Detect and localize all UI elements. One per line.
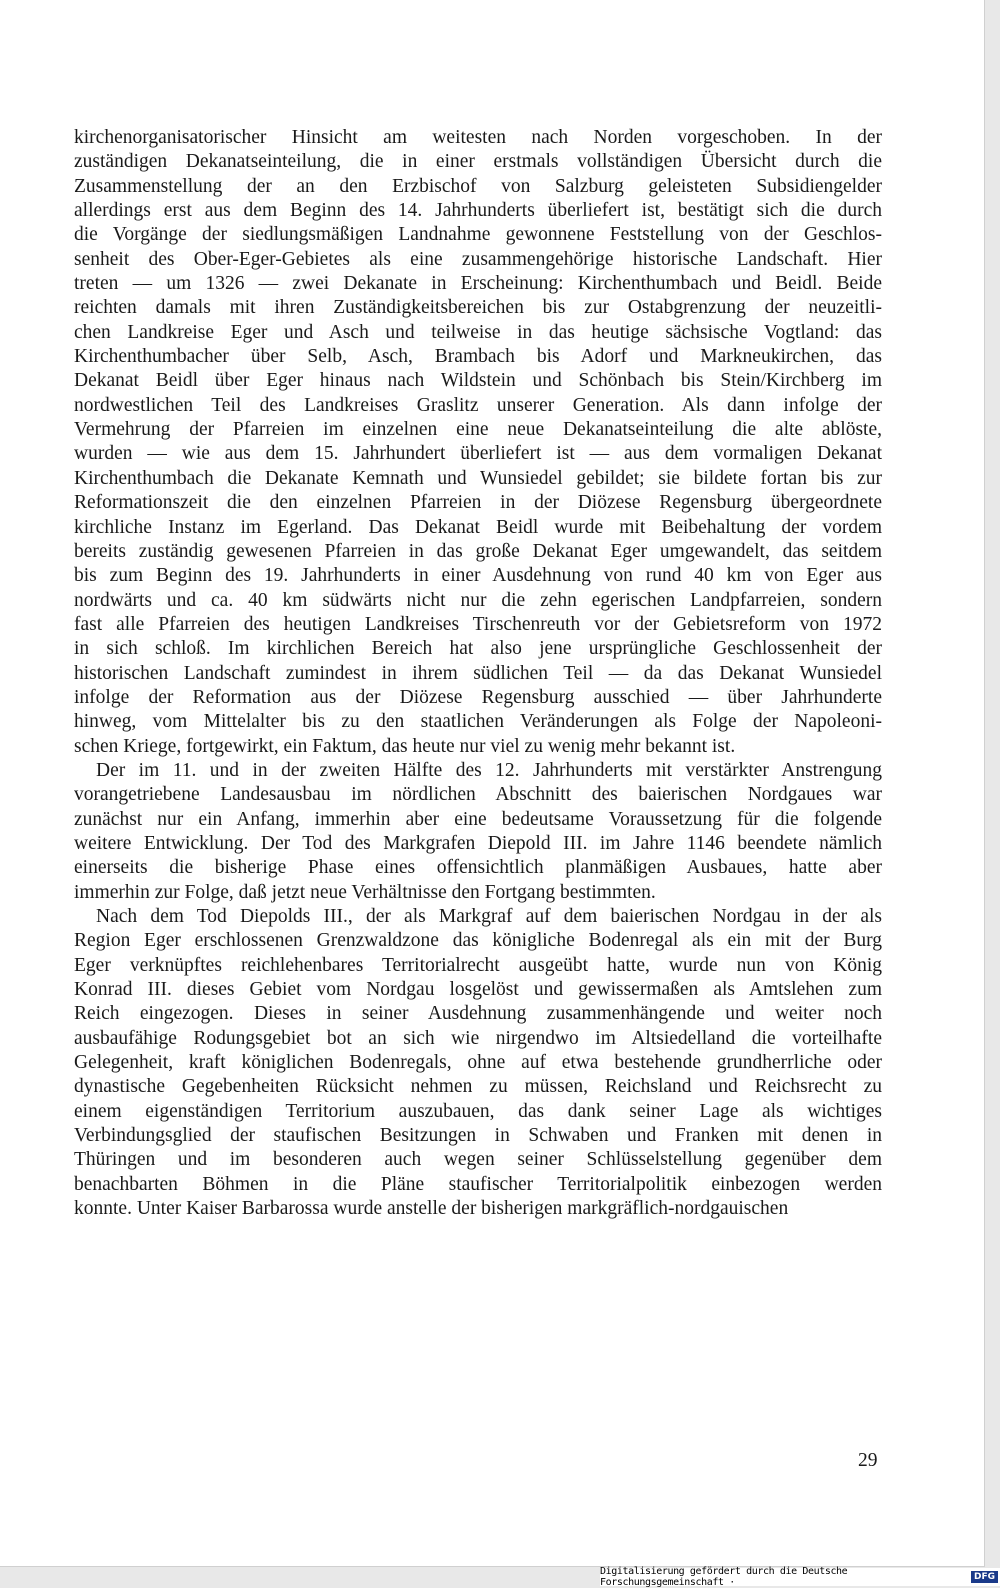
text-line: historischen Landschaft zumindest in ihrem südlichen Teil — da das Dekanat Wunsiedel bbox=[74, 662, 882, 684]
text-line: in sich schloß. Im kirchlichen Bereich hat also jene ursprüngliche Geschlossenheit der bbox=[74, 638, 882, 660]
text-line: dynastische Gegebenheiten Rücksicht nehmen zu müssen, Reichsland und Reichsrecht zu bbox=[74, 1076, 882, 1098]
text-line: Region Eger erschlossenen Grenzwaldzone das königliche Bodenregal als ein mit der Burg bbox=[74, 930, 882, 952]
footer-credit: Digitalisierung gefördert durch die Deutsche Forschungsgemeinschaft · bbox=[600, 1566, 848, 1588]
body-text bbox=[74, 126, 882, 1221]
text-line: bis zum Beginn des 19. Jahrhunderts in einer Ausdehnung von rund 40 km von Eger aus bbox=[74, 565, 882, 587]
text-line: Zusammenstellung der an den Erzbischof von Salzburg geleisteten Subsidiengelder bbox=[74, 175, 882, 197]
text-line: bereits zuständig gewesenen Pfarreien in das große Dekanat Eger umgewandelt, das seitdem bbox=[74, 540, 882, 562]
text-line: immerhin zur Folge, daß jetzt neue Verhältnisse den Fortgang bestimmten. bbox=[74, 881, 656, 903]
text-line: nordwestlichen Teil des Landkreises Graslitz unserer Generation. Als dann infolge der bbox=[74, 394, 882, 416]
text-line: Gelegenheit, kraft königlichen Bodenregals, ohne auf etwa bestehende grundherrliche oder bbox=[74, 1052, 882, 1074]
text-line: reichten damals mit ihren Zuständigkeitsbereichen bis zur Ostabgrenzung der neuzeitli- bbox=[74, 297, 882, 319]
text-line: senheit des Ober-Eger-Gebietes als eine zusammengehörige historische Landschaft. Hier bbox=[74, 248, 882, 270]
text-line: nordwärts und ca. 40 km südwärts nicht nur die zehn egerischen Landpfarreien, sondern bbox=[74, 589, 882, 611]
text-line: fast alle Pfarreien des heutigen Landkreises Tirschenreuth vor der Gebietsreform von 1972 bbox=[74, 613, 882, 635]
text-line: kirchliche Instanz im Egerland. Das Dekanat Beidl wurde mit Beibehaltung der vordem bbox=[74, 516, 882, 538]
text-line: Kirchenthumbacher über Selb, Asch, Brambach bis Adorf und Markneukirchen, das bbox=[74, 346, 882, 368]
text-line: hinweg, vom Mittelalter bis zu den staatlichen Veränderungen als Folge der Napoleoni- bbox=[74, 711, 882, 733]
text-line: Vermehrung der Pfarreien im einzelnen eine neue Dekanatseinteilung die alte ablöste, bbox=[74, 419, 882, 441]
text-line: die Vorgänge der siedlungsmäßigen Landnahme gewonnene Feststellung von der Geschlos- bbox=[74, 224, 882, 246]
text-line: allerdings erst aus dem Beginn des 14. Jahrhunderts überliefert ist, bestätigt sich die durch bbox=[74, 200, 882, 222]
page-number: 29 bbox=[858, 1450, 878, 1471]
text-line: konnte. Unter Kaiser Barbarossa wurde anstelle der bisherigen markgräflich-nordgauischen bbox=[74, 1198, 789, 1220]
text-line: benachbarten Böhmen in die Pläne staufischer Territorialpolitik einbezogen werden bbox=[74, 1173, 882, 1195]
paragraph bbox=[74, 905, 882, 1221]
dfg-logo: DFG bbox=[971, 1571, 998, 1583]
paragraph bbox=[74, 759, 882, 905]
text-line: Der im 11. und in der zweiten Hälfte des 12. Jahrhunderts mit verstärkter Anstrengung bbox=[96, 759, 882, 781]
text-line: Reformationszeit die den einzelnen Pfarreien in der Diözese Regensburg übergeordnete bbox=[74, 492, 882, 514]
text-line: wurden — wie aus dem 15. Jahrhundert überliefert ist — aus dem vormaligen Dekanat bbox=[74, 443, 882, 465]
text-line: weitere Entwicklung. Der Tod des Markgrafen Diepold III. im Jahre 1146 beendete nämlich bbox=[74, 832, 882, 854]
text-line: Nach dem Tod Diepolds III., der als Markgraf auf dem baierischen Nordgau in der als bbox=[96, 906, 882, 927]
text-line: Verbindungsglied der staufischen Besitzungen in Schwaben und Franken mit denen in bbox=[74, 1125, 882, 1147]
text-line: schen Kriege, fortgewirkt, ein Faktum, das heute nur viel zu wenig mehr bekannt ist. bbox=[74, 735, 736, 757]
text-line: zuständigen Dekanatseinteilung, die in einer erstmals vollständigen Übersicht durch die bbox=[74, 151, 882, 173]
text-line: zunächst nur ein Anfang, immerhin aber eine bedeutsame Voraussetzung für die folgende bbox=[74, 808, 882, 830]
text-line: Reich eingezogen. Dieses in seiner Ausdehnung zusammenhängende und weiter noch bbox=[74, 1003, 882, 1025]
digitization-footer bbox=[600, 1568, 1000, 1586]
text-line: Thüringen und im besonderen auch wegen seiner Schlüsselstellung gegenüber dem bbox=[74, 1149, 882, 1171]
text-line: vorangetriebene Landesausbau im nördlichen Abschnitt des baierischen Nordgaues war bbox=[74, 784, 882, 806]
text-line: einerseits die bisherige Phase eines offensichtlich planmäßigen Ausbaues, hatte aber bbox=[74, 857, 882, 879]
paragraph bbox=[74, 126, 882, 759]
text-line: treten — um 1326 — zwei Dekanate in Erscheinung: Kirchenthumbach und Beidl. Beide bbox=[74, 273, 882, 295]
text-line: infolge der Reformation aus der Diözese Regensburg ausschied — über Jahrhunderte bbox=[74, 686, 882, 708]
text-line: chen Landkreise Eger und Asch und teilweise in das heutige sächsische Vogtland: das bbox=[74, 321, 882, 343]
text-line: Dekanat Beidl über Eger hinaus nach Wildstein und Schönbach bis Stein/Kirchberg im bbox=[74, 370, 882, 392]
text-line: kirchenorganisatorischer Hinsicht am weitesten nach Norden vorgeschoben. In der bbox=[74, 127, 882, 148]
text-line: Kirchenthumbach die Dekanate Kemnath und Wunsiedel gebildet; sie bildete fortan bis zur bbox=[74, 467, 882, 489]
text-line: Konrad III. dieses Gebiet vom Nordgau losgelöst und gewissermaßen als Amtslehen zum bbox=[74, 979, 882, 1001]
text-line: ausbaufähige Rodungsgebiet bot an sich wie nirgendwo im Altsiedelland die vorteilhafte bbox=[74, 1027, 882, 1049]
text-line: Eger verknüpftes reichlehenbares Territorialrecht ausgeübt hatte, wurde nun von König bbox=[74, 954, 882, 976]
text-line: einem eigenständigen Territorium auszubauen, das dank seiner Lage als wichtiges bbox=[74, 1100, 882, 1122]
